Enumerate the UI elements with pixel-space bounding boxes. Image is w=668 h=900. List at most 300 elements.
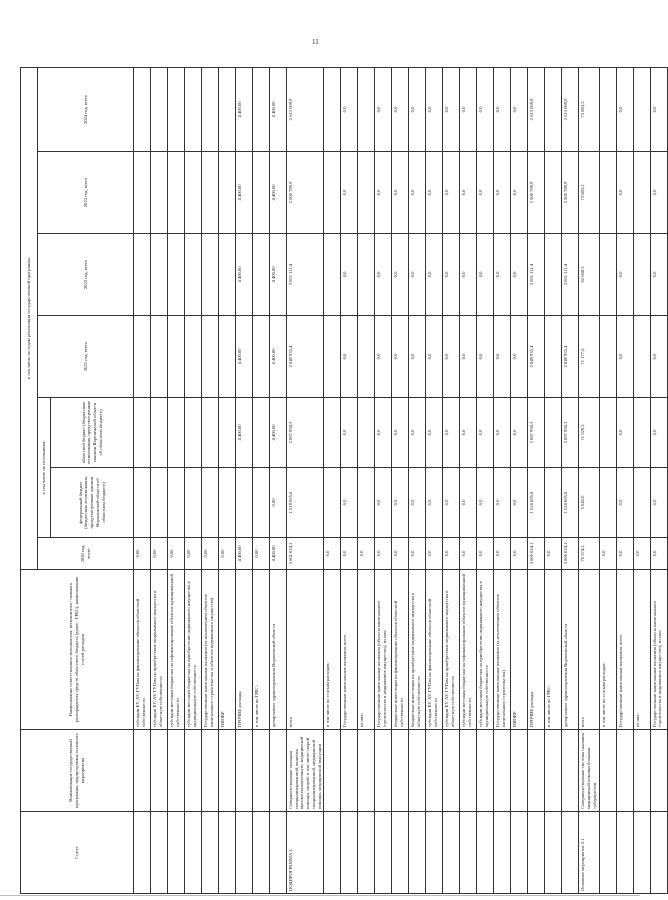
program-cell [494, 730, 511, 812]
year-2021-cell: 0,0 [392, 316, 409, 398]
status-cell: ПОДПРОГРАММА 2 [287, 812, 324, 894]
year-2022-cell: 0,0 [341, 234, 358, 316]
program-cell [426, 730, 443, 812]
year-2023-cell: 0,0 [375, 152, 392, 234]
status-cell: Основное мероприятие 2.1 [579, 812, 599, 894]
program-cell [443, 730, 460, 812]
year-2024-cell [168, 67, 185, 151]
federal-cell: 0,0 [616, 468, 633, 538]
year-2020-cell: 0,0 [477, 538, 494, 570]
status-cell [426, 812, 443, 894]
executor-cell: департамент здравоохранения Воронежской области [562, 570, 579, 730]
year-2022-cell: 0,0 [460, 234, 477, 316]
regional-cell: 0,0 [616, 398, 633, 468]
year-2022-cell: 4 400,00 [270, 234, 287, 316]
executor-cell: в том числе по статьям расходов: [324, 570, 341, 730]
year-2021-cell [219, 316, 236, 398]
year-2021-cell: 0,0 [650, 316, 667, 398]
year-2020-cell: 0,0 [494, 538, 511, 570]
status-cell [270, 812, 287, 894]
federal-cell [168, 468, 185, 538]
year-2020-cell: 0,00 [134, 538, 151, 570]
year-2022-cell: 4 400,00 [236, 234, 253, 316]
year-2022-cell [324, 234, 341, 316]
program-cell [392, 730, 409, 812]
year-2021-cell: 4 400,00 [236, 316, 253, 398]
executor-cell: субсидии ЕУ, АУ, ГУПам на финансирование объектов областной собственности [426, 570, 443, 730]
year-2022-cell: 0,0 [375, 234, 392, 316]
executor-cell: департамент здравоохранения Воронежской области [270, 570, 287, 730]
year-2022-cell [168, 234, 185, 316]
status-cell [633, 812, 650, 894]
program-cell: Совершенствование системы оказания медицинской помощи больным туберкулезом [579, 730, 599, 812]
table-row [134, 67, 151, 893]
table-row [545, 67, 562, 893]
regional-cell: 2 087 958,3 [528, 398, 545, 468]
year-2023-cell: 0,0 [392, 152, 409, 234]
year-2021-cell: 4 400,00 [270, 316, 287, 398]
regional-cell [599, 398, 616, 468]
year-2020-cell: 0,0 [443, 538, 460, 570]
regional-cell: 2 087 958,3 [562, 398, 579, 468]
federal-cell: 0,0 [375, 468, 392, 538]
program-cell [324, 730, 341, 812]
regional-cell [202, 398, 219, 468]
year-2023-cell: 0,0 [443, 152, 460, 234]
year-2024-cell [599, 67, 616, 151]
year-2023-cell: 0,0 [460, 152, 477, 234]
table-row [579, 67, 599, 893]
table-row [443, 67, 460, 893]
status-cell [253, 812, 270, 894]
year-2022-cell: 0,0 [409, 234, 426, 316]
regional-cell: 0,0 [494, 398, 511, 468]
year-2020-cell: 0,0 [409, 538, 426, 570]
year-2020-cell: 3 606 024,1 [562, 538, 579, 570]
regional-cell [545, 398, 562, 468]
status-cell [511, 812, 528, 894]
federal-cell: 0,0 [341, 468, 358, 538]
table-row [253, 67, 270, 893]
year-2024-cell [185, 67, 202, 151]
program-cell [409, 730, 426, 812]
header-year-2020: 2020 год, всего [38, 538, 134, 570]
year-2024-cell: 0,0 [460, 67, 477, 151]
year-2024-cell: 0,0 [650, 67, 667, 151]
federal-cell [202, 468, 219, 538]
year-2023-cell: 0,0 [494, 152, 511, 234]
year-2021-cell [545, 316, 562, 398]
table-row [409, 67, 426, 893]
year-2022-cell [151, 234, 168, 316]
federal-cell [633, 468, 650, 538]
table-row [270, 67, 287, 893]
year-2024-cell: 0,0 [511, 67, 528, 151]
program-cell [528, 730, 545, 812]
federal-cell [134, 468, 151, 538]
program-cell: Совершенствование оказания специализированной, включая высокотехнологичную, медицинской помощи, скорой, в том числе скорой специализированной, медицинской помощи, медицинской эвакуации [287, 730, 324, 812]
table-row [341, 67, 358, 893]
federal-cell: 1 518 065,8 [562, 468, 579, 538]
year-2024-cell: 0,0 [392, 67, 409, 151]
table-row [375, 67, 392, 893]
year-2020-cell: 0,00 [202, 538, 219, 570]
year-2024-cell: 73 883,2 [579, 67, 599, 151]
year-2024-cell: 0,0 [494, 67, 511, 151]
executor-cell: в том числе по статьям расходов: [599, 570, 616, 730]
year-2021-cell: 0,0 [460, 316, 477, 398]
year-2020-cell: 3 601 024,1 [287, 538, 324, 570]
status-cell [409, 812, 426, 894]
regional-cell: 0,0 [460, 398, 477, 468]
year-2023-cell: 4 400,00 [270, 152, 287, 234]
year-2022-cell: 3 851 111,4 [528, 234, 545, 316]
federal-cell: 1 518 065,8 [287, 468, 324, 538]
year-2024-cell [219, 67, 236, 151]
executor-cell: в том числе по ГРБС: [253, 570, 270, 730]
table-row [392, 67, 409, 893]
status-cell [562, 812, 579, 894]
year-2022-cell: 82 068,3 [579, 234, 599, 316]
year-2024-cell: 0,0 [477, 67, 494, 151]
federal-cell: 0,0 [511, 468, 528, 538]
table-row [324, 67, 341, 893]
regional-cell [219, 398, 236, 468]
program-cell [375, 730, 392, 812]
status-cell [528, 812, 545, 894]
year-2022-cell [134, 234, 151, 316]
status-cell [151, 812, 168, 894]
table-row [528, 67, 545, 893]
status-cell [443, 812, 460, 894]
executor-cell: Государственные капитальные вложения, всего [616, 570, 633, 730]
status-cell [236, 812, 253, 894]
executor-cell: Государственные капитальные вложения, всего [341, 570, 358, 730]
status-cell [545, 812, 562, 894]
year-2021-cell: 0,0 [426, 316, 443, 398]
year-2021-cell: 2 849 935,4 [528, 316, 545, 398]
year-2020-cell: 0,00 [253, 538, 270, 570]
regional-cell: 0,0 [426, 398, 443, 468]
budget-table [20, 67, 668, 894]
federal-cell [599, 468, 616, 538]
federal-cell [358, 468, 375, 538]
regional-cell [633, 398, 650, 468]
year-2023-cell [324, 152, 341, 234]
program-cell [511, 730, 528, 812]
executor-cell: ПРОЧИЕ расходы [236, 570, 253, 730]
program-cell [562, 730, 579, 812]
year-2023-cell [185, 152, 202, 234]
header-status: Статус [21, 812, 134, 894]
year-2022-cell: 0,0 [392, 234, 409, 316]
year-2021-cell [185, 316, 202, 398]
year-2021-cell: 0,0 [375, 316, 392, 398]
regional-cell [134, 398, 151, 468]
executor-cell: субсидии ЕУ, АУ, ГУПам на финансирование объектов областной собственности [134, 570, 151, 730]
executor-cell: всего [579, 570, 599, 730]
year-2024-cell [151, 67, 168, 151]
federal-cell: 1 518 065,8 [528, 468, 545, 538]
executor-cell: Государственные капитальные вложения (за исключением объектов капитального строительства) [494, 570, 511, 730]
program-cell [202, 730, 219, 812]
year-2021-cell [168, 316, 185, 398]
year-2023-cell: 2 500 789,9 [287, 152, 324, 234]
year-2020-cell: 0,0 [341, 538, 358, 570]
program-cell [633, 730, 650, 812]
year-2022-cell [633, 234, 650, 316]
executor-cell: субсидии местным бюджетам на приобретение недвижимого имущества в муниципальную собственность [477, 570, 494, 730]
year-2020-cell: 0,0 [616, 538, 633, 570]
header-year-2022: 2022 год, всего [38, 234, 134, 316]
year-2023-cell: 4 400,00 [236, 152, 253, 234]
program-cell [358, 730, 375, 812]
program-cell [134, 730, 151, 812]
year-2021-cell [633, 316, 650, 398]
federal-cell [236, 468, 253, 538]
year-2020-cell: 0,00 [151, 538, 168, 570]
federal-cell: 0,00 [270, 468, 287, 538]
year-2022-cell [545, 234, 562, 316]
year-2022-cell [599, 234, 616, 316]
year-2020-cell: 0,00 [219, 538, 236, 570]
table-row [599, 67, 616, 893]
federal-cell [185, 468, 202, 538]
year-2023-cell: 0,0 [616, 152, 633, 234]
regional-cell: 4 400,00 [236, 398, 253, 468]
year-2020-cell: 0,0 [511, 538, 528, 570]
program-cell [270, 730, 287, 812]
year-2021-cell [358, 316, 375, 398]
year-2021-cell [253, 316, 270, 398]
year-2022-cell: 0,0 [511, 234, 528, 316]
table-row [633, 67, 650, 893]
status-cell [494, 812, 511, 894]
header-executor: Наименование ответственного исполнителя, исполнителя - главного распорядителя средств областного бюджета (далее - ГРБС), наименование статей расходов [21, 570, 134, 730]
year-2021-cell: 2 849 935,4 [287, 316, 324, 398]
year-2024-cell [633, 67, 650, 151]
executor-cell: всего [287, 570, 324, 730]
year-2020-cell: 0,0 [358, 538, 375, 570]
regional-cell [324, 398, 341, 468]
year-2024-cell [134, 67, 151, 151]
regional-cell: 0,0 [443, 398, 460, 468]
executor-cell: бюджетные инвестиции на финансирование объектов областной собственности [392, 570, 409, 730]
year-2020-cell: 4 400,00 [236, 538, 253, 570]
regional-cell: 71 529,5 [579, 398, 599, 468]
year-2022-cell: 0,0 [477, 234, 494, 316]
year-2020-cell: 0,0 [324, 538, 341, 570]
regional-cell [185, 398, 202, 468]
year-2020-cell: 0,00 [168, 538, 185, 570]
year-2020-cell: 0,0 [460, 538, 477, 570]
executor-cell: субсидии ЕУ, АУ, ГУПам на приобретение недвижимого имущества в областную собственность [151, 570, 168, 730]
year-2024-cell: 0,0 [616, 67, 633, 151]
federal-cell: 0,0 [443, 468, 460, 538]
regional-cell: 0,0 [341, 398, 358, 468]
executor-cell: НИОКР [219, 570, 236, 730]
header-sources: в том числе по источникам: [38, 398, 51, 538]
table-row [287, 67, 324, 893]
year-2020-cell: 0,0 [392, 538, 409, 570]
year-2022-cell [202, 234, 219, 316]
year-2020-cell: 0,0 [650, 538, 667, 570]
table-row [426, 67, 443, 893]
status-cell [358, 812, 375, 894]
year-2021-cell: 0,0 [494, 316, 511, 398]
federal-cell: 0,0 [477, 468, 494, 538]
status-cell [202, 812, 219, 894]
header-years-group: в том числе по годам реализации государственной программы [21, 67, 38, 569]
table-row [185, 67, 202, 893]
status-cell [650, 812, 667, 894]
program-cell [599, 730, 616, 812]
year-2020-cell: 3 606 024,1 [528, 538, 545, 570]
year-2020-cell: 0,0 [599, 538, 616, 570]
table-row [477, 67, 494, 893]
federal-cell: 0,0 [409, 468, 426, 538]
federal-cell [151, 468, 168, 538]
year-2022-cell [219, 234, 236, 316]
program-cell [460, 730, 477, 812]
year-2024-cell: 2 613 069,9 [287, 67, 324, 151]
year-2021-cell: 0,0 [477, 316, 494, 398]
year-2021-cell [151, 316, 168, 398]
year-2023-cell [253, 152, 270, 234]
program-cell [650, 730, 667, 812]
year-2023-cell: 0,0 [341, 152, 358, 234]
year-2020-cell: 0,0 [633, 538, 650, 570]
regional-cell: 2 087 958,3 [287, 398, 324, 468]
header-year-2024: 2024 год, всего [38, 67, 134, 151]
year-2022-cell [253, 234, 270, 316]
year-2024-cell [545, 67, 562, 151]
year-2024-cell [324, 67, 341, 151]
executor-cell: субсидии ЕУ, АУ, ГУПам на приобретение недвижимого имущества в областную собственность [443, 570, 460, 730]
federal-cell [324, 468, 341, 538]
table-row [650, 67, 667, 893]
year-2023-cell: 0,0 [511, 152, 528, 234]
executor-cell: Государственные капитальные вложения (за исключением объектов капитального строительства и объектов недвижимого имущества) [202, 570, 219, 730]
status-cell [392, 812, 409, 894]
year-2020-cell: 0,0 [545, 538, 562, 570]
header-program-name: Наименование государственной программы, подпрограммы основного мероприятия [21, 730, 134, 812]
regional-cell [253, 398, 270, 468]
year-2023-cell [151, 152, 168, 234]
executor-cell: бюджетные инвестиции на приобретение недвижимого имущества в областную собственность [409, 570, 426, 730]
executor-cell: субсидии местным бюджетам на софинансирование объектов муниципальной собственности [168, 570, 185, 730]
status-cell [460, 812, 477, 894]
year-2022-cell [358, 234, 375, 316]
table-row [494, 67, 511, 893]
header-regional-budget: областной бюджет (бюджетные ассигнования, предусмотренные законом Воронежской области об областном бюджете) [51, 398, 134, 468]
year-2021-cell [599, 316, 616, 398]
year-2022-cell: 0,0 [650, 234, 667, 316]
table-row [202, 67, 219, 893]
regional-cell [151, 398, 168, 468]
year-2021-cell [202, 316, 219, 398]
table-body [134, 67, 668, 893]
year-2021-cell: 2 849 935,4 [562, 316, 579, 398]
regional-cell: 0,0 [392, 398, 409, 468]
federal-cell: 0,0 [494, 468, 511, 538]
regional-cell [168, 398, 185, 468]
program-cell [236, 730, 253, 812]
program-cell [219, 730, 236, 812]
federal-cell: 0,0 [650, 468, 667, 538]
year-2023-cell [358, 152, 375, 234]
year-2021-cell [134, 316, 151, 398]
year-2024-cell: 2 613 069,9 [562, 67, 579, 151]
regional-cell: 0,0 [650, 398, 667, 468]
executor-cell: из них: [633, 570, 650, 730]
regional-cell: 0,0 [375, 398, 392, 468]
table-row [616, 67, 633, 893]
year-2021-cell: 71 177,8 [579, 316, 599, 398]
table-row [358, 67, 375, 893]
year-2024-cell: 0,0 [409, 67, 426, 151]
table-row [168, 67, 185, 893]
table-row [460, 67, 477, 893]
year-2022-cell: 3 851 111,4 [562, 234, 579, 316]
page-number: 11 [312, 38, 319, 46]
federal-cell [253, 468, 270, 538]
rotated-table-sheet [20, 68, 663, 894]
year-2023-cell: 2 500 789,9 [562, 152, 579, 234]
header-federal-budget: федеральный бюджет (бюджетные ассигнования, предусмотренные законом Воронежской области об областном бюджете) [51, 468, 134, 538]
program-cell [151, 730, 168, 812]
status-cell [341, 812, 358, 894]
regional-cell: 4 400,00 [270, 398, 287, 468]
year-2024-cell: 0,0 [341, 67, 358, 151]
federal-cell: 0,0 [392, 468, 409, 538]
year-2022-cell: 0,0 [426, 234, 443, 316]
regional-cell [358, 398, 375, 468]
year-2023-cell [202, 152, 219, 234]
scan-edge-line [0, 895, 640, 896]
year-2024-cell: 0,0 [375, 67, 392, 151]
year-2023-cell [168, 152, 185, 234]
year-2021-cell: 0,0 [443, 316, 460, 398]
year-2022-cell: 0,0 [494, 234, 511, 316]
year-2022-cell: 3 851 111,4 [287, 234, 324, 316]
year-2024-cell [253, 67, 270, 151]
year-2023-cell [599, 152, 616, 234]
executor-cell: в том числе по ГРБС: [545, 570, 562, 730]
year-2024-cell: 0,0 [443, 67, 460, 151]
executor-cell: ПРОЧИЕ расходы [528, 570, 545, 730]
year-2023-cell: 0,0 [650, 152, 667, 234]
program-cell [168, 730, 185, 812]
executor-cell: Государственные капитальные вложения (объекты капитального строительства и недвижимое имущество), из них: [650, 570, 667, 730]
rotated-content [20, 68, 663, 894]
regional-cell: 0,0 [409, 398, 426, 468]
year-2023-cell [633, 152, 650, 234]
federal-cell: 5 045,0 [579, 468, 599, 538]
table-row [236, 67, 253, 893]
year-2020-cell: 0,0 [426, 538, 443, 570]
executor-cell: НИОКР [511, 570, 528, 730]
year-2024-cell: 4 400,00 [236, 67, 253, 151]
header-year-2021: 2021 год, всего [38, 316, 134, 398]
year-2023-cell: 0,0 [477, 152, 494, 234]
table-row [151, 67, 168, 893]
year-2021-cell: 0,0 [341, 316, 358, 398]
year-2023-cell [219, 152, 236, 234]
executor-cell: субсидии местным бюджетам на софинансирование объектов муниципальной собственности [460, 570, 477, 730]
year-2022-cell: 0,0 [616, 234, 633, 316]
status-cell [599, 812, 616, 894]
